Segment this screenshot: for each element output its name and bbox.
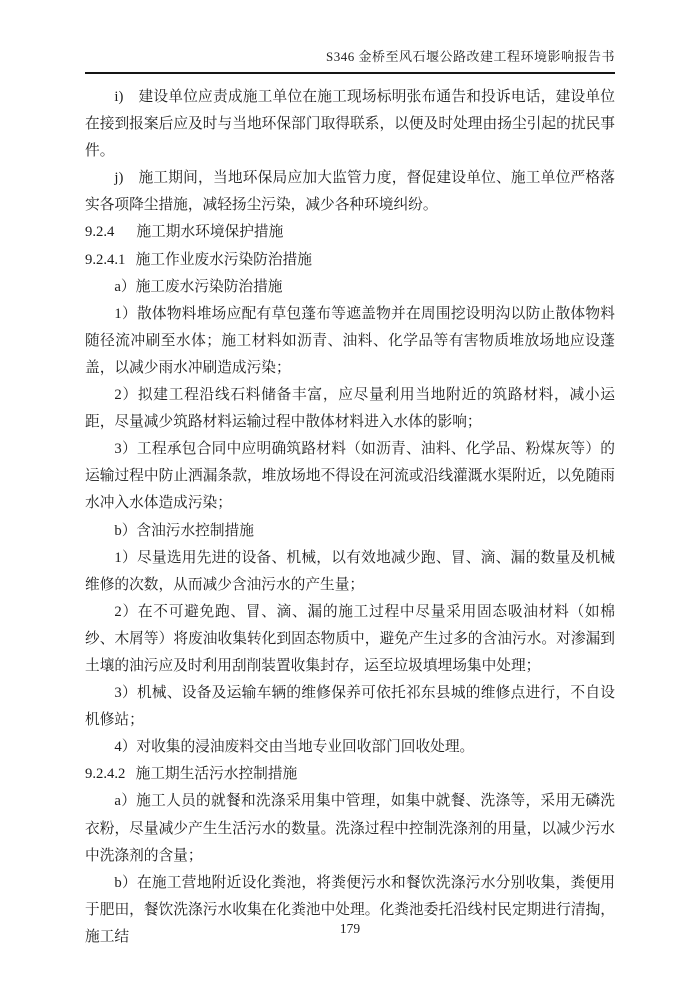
paragraph-item-a: a）施工人员的就餐和洗涤采用集中管理，如集中就餐、洗涤等，采用无磷洗衣粉，尽量减少产生生活污水的数量。洗涤过程中控制洗涤剂的用量，以减少污水中洗涤剂的含量；: [85, 793, 615, 864]
paragraph-item-1: 1）尽量选用先进的设备、机械，以有效地减少跑、冒、滴、漏的数量及机械维修的次数，从而减少含油污水的产生量；: [85, 549, 615, 593]
section-heading-9-2-4-2: [85, 761, 615, 788]
page-header-running-title: S346 金桥至风石堰公路改建工程环境影响报告书: [326, 49, 615, 64]
paragraph-item-i: i) 建设单位应责成施工单位在施工现场标明张布通告和投诉电话，建设单位在接到报案后应及时与当地环保部门取得联系，以便及时处理由扬尘引起的扰民事件。: [85, 89, 615, 160]
paragraph-item-1: 1）散体物料堆场应配有草包蓬布等遮盖物并在周围挖设明沟以防止散体物料随径流冲刷至水体；施工材料如沥青、油料、化学品等有害物质堆放场地应设蓬盖，以减少雨水冲刷造成污染；: [85, 305, 615, 376]
section-title: 施工作业废水污染防治措施: [135, 251, 312, 268]
paragraph-item-a: a）施工废水污染防治措施: [114, 278, 283, 295]
section-number: 9.2.4: [85, 224, 115, 241]
section-heading-9-2-4: [85, 219, 615, 246]
paragraph-item-b: b）含油污水控制措施: [114, 522, 254, 539]
paragraph-item-4: 4）对收集的浸油废料交由当地专业回收部门回收处理。: [114, 739, 475, 756]
header-divider-rule: [85, 72, 615, 74]
document-body: [85, 84, 615, 951]
paragraph-item-2: 2）拟建工程沿线石料储备丰富，应尽量利用当地附近的筑路材料，减小运距，尽量减少筑路材料运输过程中散体材料进入水体的影响；: [85, 387, 615, 431]
section-title: 施工期水环境保护措施: [136, 224, 284, 241]
paragraph-item-3: 3）工程承包合同中应明确筑路材料（如沥青、油料、化学品、粉煤灰等）的运输过程中防止洒漏条款，堆放场地不得设在河流或沿线灌溉水渠附近，以免随雨水冲入水体造成污染；: [85, 441, 615, 512]
paragraph-item-3: 3）机械、设备及运输车辆的维修保养可依托祁东县城的维修点进行，不自设机修站；: [85, 685, 615, 729]
section-number: 9.2.4.1: [85, 251, 126, 268]
section-heading-9-2-4-1: [85, 247, 615, 274]
section-title: 施工期生活污水控制措施: [135, 766, 298, 783]
paragraph-item-b: b）在施工营地附近设化粪池，将粪便污水和餐饮洗涤污水分别收集，粪便用于肥田，餐饮洗涤污水收集在化粪池中处理。化粪池委托沿线村民定期进行清掏，施工结: [85, 874, 615, 945]
page-number: 179: [339, 921, 361, 936]
paragraph-item-2: 2）在不可避免跑、冒、滴、漏的施工过程中尽量采用固态吸油材料（如棉纱、木屑等）将废油收集转化到固态物质中，避免产生过多的含油污水。对渗漏到土壤的油污应及时利用刮削装置收集封存，运至垃圾填埋场集中处理；: [85, 603, 615, 674]
paragraph-item-j: j) 施工期间，当地环保局应加大监管力度，督促建设单位、施工单位严格落实各项降尘措施，减轻扬尘污染，减少各种环境纠纷。: [85, 170, 615, 214]
section-number: 9.2.4.2: [85, 766, 126, 783]
